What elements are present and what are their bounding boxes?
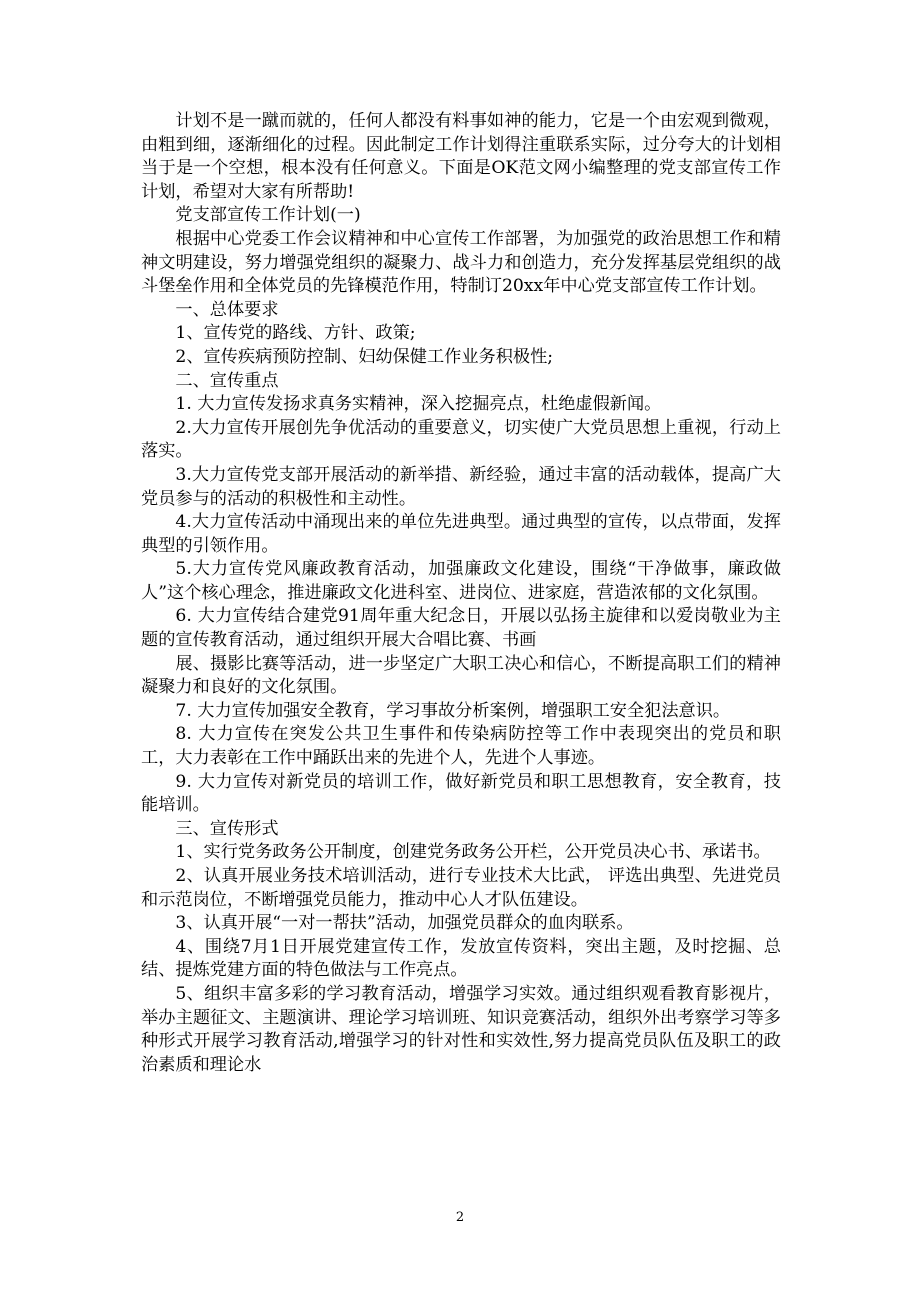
list-item: 4.大力宣传活动中涌现出来的单位先进典型。通过典型的宣传，以点带面，发挥典型的引领作用。 xyxy=(141,512,781,556)
section-heading-general-requirements: 一、总体要求 xyxy=(175,299,279,320)
list-item: 2、宣传疾病预防控制、妇幼保健工作业务积极性; xyxy=(175,346,554,367)
list-item: 9. 大力宣传对新党员的培训工作，做好新党员和职工思想教育，安全教育，技能培训。 xyxy=(141,771,781,816)
list-item: 2、认真开展业务技术培训活动，进行专业技术大比武， 评选出典型、先进党员和示范岗位，不断增强党员能力，推动中心人才队伍建设。 xyxy=(141,866,781,910)
list-item-continued: 展、摄影比赛等活动，进一步坚定广大职工决心和信心，不断提高职工们的精神凝聚力和良好的文化氛围。 xyxy=(141,653,781,698)
section-heading-key-points: 二、宣传重点 xyxy=(175,370,279,391)
list-item: 5、组织丰富多彩的学习教育活动，增强学习实效。通过组织观看教育影视片，举办主题征文、主题演讲、理论学习培训班、知识竞赛活动，组织外出考察学习等多种形式开展学习教育活动,增强学习的针对性和实效性,努力提高党员队伍及职工的政治素质和理论水 xyxy=(141,983,781,1075)
list-item: 4、围绕7月1日开展党建宣传工作，发放宣传资料，突出主题，及时挖掘、总结、提炼党建方面的特色做法与工作亮点。 xyxy=(141,936,781,981)
list-item: 7. 大力宣传加强安全教育，学习事故分析案例，增强职工安全犯法意识。 xyxy=(175,700,731,721)
list-item: 2.大力宣传开展创先争优活动的重要意义，切实使广大党员思想上重视，行动上落实。 xyxy=(141,417,781,462)
list-item: 1、宣传党的路线、方针、政策; xyxy=(175,323,416,344)
intro-paragraph: 计划不是一蹴而就的，任何人都没有料事如神的能力，它是一个由宏观到微观，由粗到细，逐渐细化的过程。因此制定工作计划得注重联系实际，过分夸大的计划相当于是一个空想，根本没有任何意义。下面是OK范文网小编整理的党支部宣传工作计划，希望对大家有所帮助! xyxy=(141,111,781,202)
list-item: 5.大力宣传党风廉政教育活动，加强廉政文化建设，围绕“干净做事，廉政做人”这个核心理念，推进廉政文化进科室、进岗位、进家庭，营造浓郁的文化氛围。 xyxy=(141,559,781,603)
list-item: 3.大力宣传党支部开展活动的新举措、新经验，通过丰富的活动载体，提高广大党员参与的活动的积极性和主动性。 xyxy=(141,464,781,509)
preface-paragraph: 根据中心党委工作会议精神和中心宣传工作部署，为加强党的政治思想工作和精神文明建设，努力增强党组织的凝聚力、战斗力和创造力，充分发挥基层党组织的战斗堡垒作用和全体党员的先锋模范作用，特制订20xx年中心党支部宣传工作计划。 xyxy=(141,228,781,297)
document-body xyxy=(141,110,781,1077)
list-item: 3、认真开展“一对一帮扶”活动，加强党员群众的血肉联系。 xyxy=(175,913,634,934)
page-number: 2 xyxy=(455,1210,465,1225)
plan-title: 党支部宣传工作计划(一) xyxy=(175,205,361,226)
list-item: 1、实行党务政务公开制度，创建党务政务公开栏，公开党员决心书、承诺书。 xyxy=(175,842,771,863)
list-item: 6. 大力宣传结合建党91周年重大纪念日，开展以弘扬主旋律和以爱岗敬业为主题的宣传教育活动，通过组织开展大合唱比赛、书画 xyxy=(141,606,781,651)
list-item: 8. 大力宣传在突发公共卫生事件和传染病防控等工作中表现突出的党员和职工，大力表彰在工作中踊跃出来的先进个人，先进个人事迹。 xyxy=(141,724,781,769)
list-item: 1. 大力宣传发扬求真务实精神，深入挖掘亮点，杜绝虚假新闻。 xyxy=(175,394,662,415)
section-heading-forms: 三、宣传形式 xyxy=(175,818,279,839)
